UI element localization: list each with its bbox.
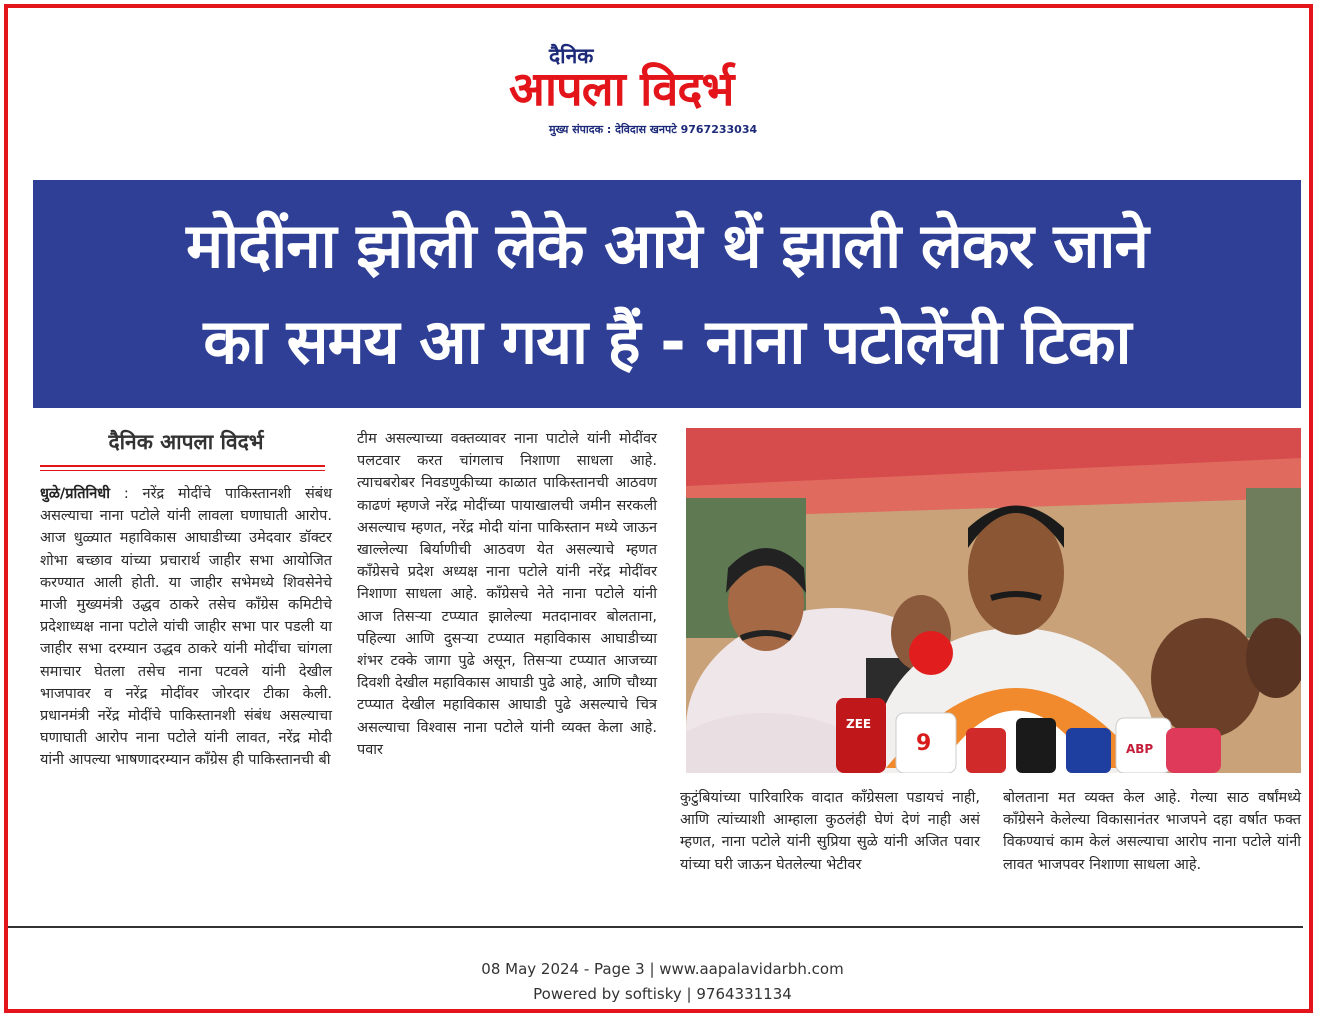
mic-label-2: 9	[916, 731, 932, 756]
masthead-title: आपला विदर्भ	[509, 62, 734, 117]
footer-powered-by: Powered by softisky | 9764331134	[533, 985, 792, 1003]
headline-band	[33, 180, 1301, 408]
footer-rule	[8, 926, 1303, 928]
article-column-4: बोलताना मत व्यक्त केल आहे. गेल्या साठ वर्षांमध्ये काँग्रेसने केलेल्या विकासानंतर भाजपने दहा वर्षात फक्त विकण्याचं काम केलं असल्याचा आरोप नाना पटोले यांनी लावत भाजपवर निशाणा साधला आहे.	[1003, 790, 1301, 873]
masthead	[505, 38, 825, 148]
headline-line-1: मोदींना झोली लेके आये थें झाली लेकर जाने	[186, 209, 1148, 282]
article-column-3: कुटुंबियांच्या पारिवारिक वादात काँग्रेसला पडायचं नाही, आणि त्यांच्याशी आम्हाला कुठलंही घेणं देणं नाही असं म्हणत, नाना पटोले यांनी सुप्रिया सुळे यांनी अजित पवार यांच्या घरी जाऊन घेतलेल्या भेटीवर	[680, 790, 980, 873]
footer-date-page: 08 May 2024 - Page 3 | www.aapalavidarbh.com	[481, 960, 844, 978]
headline	[33, 198, 1301, 390]
article-column-1-text: : नरेंद्र मोदींचे पाकिस्तानशी संबंध असल्याचा नाना पटोले यांनी लावला घणाघाती आरोप. आज धुळ्यात महाविकास आघाडीच्या उमेदवार डॉक्टर शोभा बच्छाव यांच्या प्रचारार्थ जाहीर सभा आयोजित करण्यात आली होती. या जाहीर सभेमध्ये शिवसेनेचे माजी मुख्यमंत्री उद्धव ठाकरे तसेच काँग्रेस कमिटीचे प्रदेशाध्यक्ष नाना पटोले यांची जाहीर सभा पार पडली या जाहीर सभा दरम्यान उद्धव ठाकरे यांनी मोदींचा चांगला समाचार घेतला तसेच नाना पटवले यांनी देखील भाजपावर व नरेंद्र मोदींवर जोरदार टीका केली. प्रधानमंत्री नरेंद्र मोदींचे पाकिस्तानशी संबंध असल्याचा घणाघाती आरोप नाना पटोले यांनी लावत, नरेंद्र मोदी यांनी आपल्या भाषणादरम्यान काँग्रेस ही पाकिस्तानची बी	[40, 486, 332, 769]
article-column-1	[40, 483, 332, 772]
byline-rule	[40, 465, 325, 467]
headline-line-2: का समय आ गया हैं - नाना पटोलेंची टिका	[203, 305, 1131, 378]
byline-rule-thin	[40, 470, 325, 471]
byline: दैनिक आपला विदर्भ	[108, 430, 264, 454]
masthead-editor: मुख्य संपादक : देविदास खनपटे 9767233034	[549, 123, 758, 136]
press-conference-photo	[686, 428, 1301, 773]
mic-label-3: ABP	[1126, 742, 1154, 756]
article-column-2: टीम असल्याच्या वक्तव्यावर नाना पाटोले यांनी मोदींवर पलटवार करत चांगलाच निशाणा साधला आहे. त्याचबरोबर निवडणुकीच्या काळात पाकिस्तानची आठवण काढणं म्हणजे नरेंद्र मोदींच्या पायाखालची जमीन सरकली असल्याच म्हणत, नरेंद्र मोदी यांना पाकिस्तान मध्ये जाऊन खाल्लेल्या बिर्याणीची आठवण येत असल्याचे म्हणत काँग्रेसचे प्रदेश अध्यक्ष नाना पटोले यांनी नरेंद्र मोदींवर निशाणा साधला आहे. काँग्रेसचे नेते नाना पटोले यांनी आज तिसऱ्या टप्प्यात झालेल्या मतदानावर बोलताना, पहिल्या आणि दुसऱ्या टप्प्यात महाविकास आघाडीच्या शंभर टक्के जागा पुढे असून, तिसऱ्या टप्प्यात आजच्या दिवशी देखील महाविकास आघाडी पुढे आहे, आणि चौथ्या टप्प्यात देखील महाविकास आघाडी पुढे असल्याचे चित्र असल्याचा विश्वास नाना पटोले यांनी व्यक्त केला आहे. पवार	[357, 431, 657, 758]
masthead-daily: दैनिक	[549, 44, 594, 68]
mic-label-1: ZEE	[846, 717, 872, 731]
news-photo	[686, 428, 1301, 773]
dateline: धुळे/प्रतिनिधी	[40, 486, 110, 502]
